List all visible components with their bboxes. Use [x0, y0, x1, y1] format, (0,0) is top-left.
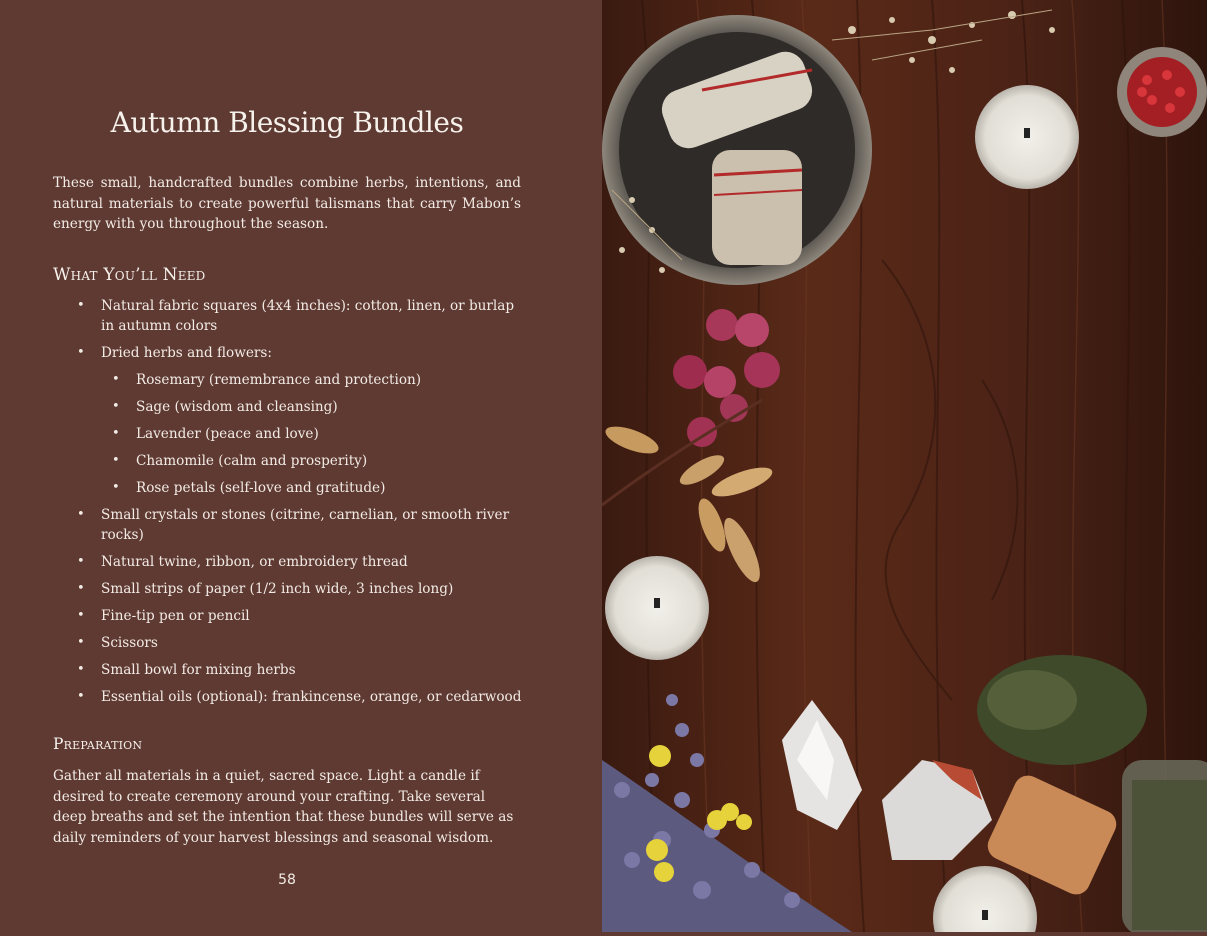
bullet-icon: • [112, 372, 120, 387]
preparation-heading: Preparation [53, 735, 143, 753]
page-number: 58 [278, 872, 296, 888]
list-item: • Rose petals (self-love and gratitude) [112, 480, 386, 496]
list-item: • Lavender (peace and love) [112, 426, 319, 442]
what-you-need-heading: What You’ll Need [53, 265, 206, 285]
list-item: • Small crystals or stones (citrine, carnelian, or smooth river rocks) [77, 507, 510, 543]
intro-paragraph: These small, handcrafted bundles combine herbs, intentions, and natural materials to create powerful talismans that carry Mabon’s energy with you throughout the season. [53, 175, 521, 232]
bullet-icon: • [77, 662, 85, 677]
bullet-icon: • [77, 507, 85, 522]
list-item: • Rosemary (remembrance and protection) [112, 372, 422, 388]
bullet-icon: • [77, 608, 85, 623]
bullet-icon: • [77, 581, 85, 596]
list-item: • Dried herbs and flowers: [77, 345, 272, 361]
list-item: • Natural twine, ribbon, or embroidery thread [77, 554, 408, 570]
list-item: • Sage (wisdom and cleansing) [112, 399, 338, 415]
bullet-icon: • [77, 689, 85, 704]
list-item: • Chamomile (calm and prosperity) [112, 453, 368, 469]
herbs-photo [602, 0, 1207, 932]
supplies-list [53, 296, 523, 714]
bullet-icon: • [77, 554, 85, 569]
bullet-icon: • [77, 298, 85, 313]
bullet-icon: • [77, 345, 85, 360]
list-item: • Small bowl for mixing herbs [77, 662, 296, 678]
bullet-icon: • [77, 635, 85, 650]
bullet-icon: • [112, 426, 120, 441]
list-item: • Natural fabric squares (4x4 inches): cotton, linen, or burlap in autumn colors [77, 298, 515, 334]
bullet-icon: • [112, 453, 120, 468]
text-page [0, 0, 602, 932]
page-title: Autumn Blessing Bundles [110, 106, 464, 139]
preparation-paragraph: Gather all materials in a quiet, sacred space. Light a candle if desired to create ceremony around your crafting. Take several deep breaths and set the intention that these bundles will serve as daily reminders of your harvest blessings and seasonal wisdom. [53, 768, 514, 846]
list-item: • Scissors [77, 635, 158, 651]
bullet-icon: • [112, 480, 120, 495]
list-item: • Essential oils (optional): frankincense, orange, or cedarwood [77, 689, 522, 705]
list-item: • Fine-tip pen or pencil [77, 608, 250, 624]
list-item: • Small strips of paper (1/2 inch wide, 3 inches long) [77, 581, 454, 597]
bullet-icon: • [112, 399, 120, 414]
